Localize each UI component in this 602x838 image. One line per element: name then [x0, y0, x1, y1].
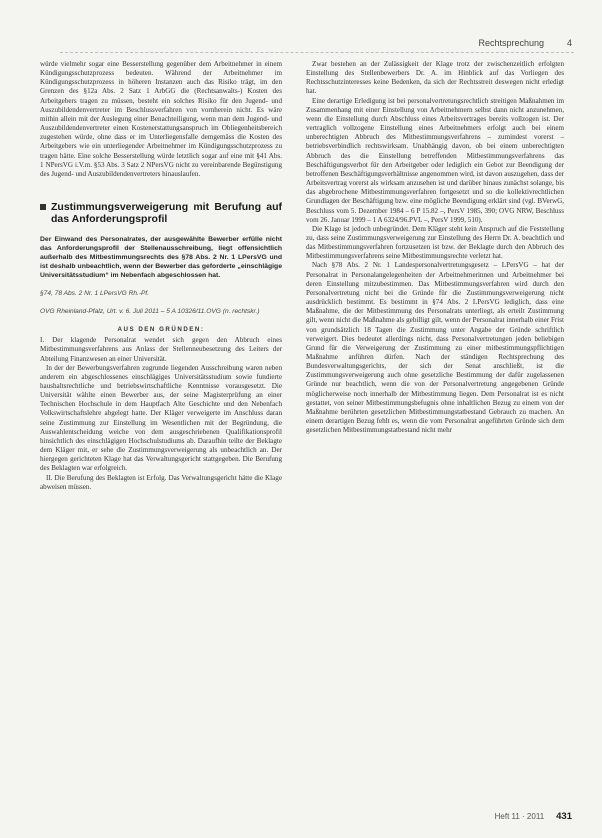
body-paragraph-1: Zwar bestehen an der Zulässigkeit der Klage trotz der zwischenzeitlich erfolgten Einstellung des Stellenbewerbers Dr. A. im Hinblick auf das Vorliegen des Rechtsschutzinteresses keine Bedenken, da sich der Rechtsstreit deswegen nicht erledigt hat. — [306, 60, 564, 96]
square-bullet-icon — [40, 204, 46, 210]
page-footer — [495, 811, 572, 822]
headnote: Der Einwand des Personalrates, der ausgewählte Bewerber erfülle nicht das Anforderungsprofil der Stellenausschreibung, liegt offensichtlich außerhalb des Mitbestimmungsrechts des §78 Abs. 2 Nr. 1 LPersVG und ist deshalb unbeachtlich, wenn der Bewerber das geforderte „einschlägige Universitätsstudium“ im Nebenfach abgeschlossen hat. — [40, 236, 282, 280]
right-column — [306, 60, 564, 435]
left-column — [40, 60, 282, 492]
reasons-paragraph-2: In der der Bewerbungsverfahren zugrunde liegenden Ausschreibung waren neben anderem ein abgeschlossenes einschlägiges Universitätsstudium sowie fundierte haushaltsrechtliche und betriebswirtschaftliche Kenntnisse vorausgesetzt. Die Universität wählte einen Bewerber aus, der seine Magisterprüfung an einer Technischen Hochschule in dem Hauptfach Alte Geschichte und den Nebenfach Volkswirtschaftslehre abgelegt hatte. Der Kläger verweigerte im Anschluss daran seine Zustimmung zur Einstellung im Wesentlichen mit der Begründung, die Auswahlentscheidung weiche von dem ausgeschriebenen Qualifikationsprofil hinsichtlich des einschlägigen Hochschulstudiums ab. Daraufhin teilte der Beklagte dem Kläger mit, er sehe die Zustimmungsverweigerung als unbeachtlich an. Der hiergegen gerichteten Klage hat das Verwaltungsgericht stattgegeben. Die Berufung des Beklagten war erfolgreich. — [40, 363, 282, 473]
issue-label: Heft 11 · 2011 — [494, 812, 545, 821]
reasons-paragraph-3: II. Die Berufung des Beklagten ist Erfolg. Das Verwaltungsgericht hätte die Klage abweisen müssen. — [40, 473, 282, 491]
header-page-num: 4 — [566, 38, 572, 48]
court-citation: OVG Rheinland-Pfalz, Urt. v. 6. Juli 2011 – 5 A 10326/11.OVG (n. rechtskr.) — [40, 308, 260, 316]
body-paragraph-2: Eine derartige Erledigung ist bei personalvertretungsrechtlich streitigen Maßnahmen im Zusammenhang mit einer Einstellung von Arbeitnehmern selbst dann nicht anzunehmen, wenn die Einstellung durch Abschluss eines Arbeitsvertrages bereits vollzogen ist. Der vertraglich vollzogene Einstellung eines Arbeitnehmers erfolgt auch bei einem unberechtigten Abbruch des Mitbestimmungsverfahrens – zumindest vorerst – betriebsverbindlich rechtswirksam. Unabhängig davon, ob bei einem unberechtigten Abbruch des die Einstellung betreffenden Mitbestimmungsverfahrens das Beschäftigungsverbot für den Arbeitgeber oder lediglich ein Gebot zur Beendigung der betroffenen Beschäftigungsverhältnisse angenommen wird, ist davon auszugehen, dass der Arbeitsvertrag vorerst als wirksam anzusehen ist und darüber hinaus zunächst solange, bis das abgebrochene Mitbestimmungsverfahren fortgesetzt und so die kollektivrechtlichen Grundlagen der Beschäftigung bzw. eine mögliche Beendigung erklärt sind (vgl. BVerwG, Beschluss vom 5. Dezember 1984 – 6 P 15.82 –, PersV 1985, 390; OVG NRW, Beschluss vom 26. Januar 1999 – 1 A 6324/96.PVL –, PersV 1999, 510). — [306, 96, 564, 224]
section-heading — [40, 201, 282, 225]
norm-citation: §74, 78 Abs. 2 Nr. 1 LPersVG Rh.-Pf. — [40, 290, 150, 298]
body-paragraph-3: Die Klage ist jedoch unbegründet. Dem Kläger steht kein Anspruch auf die Feststellung zu, dass seine Zustimmungsverweigerung zur Einstellung des Herrn Dr. A. beachtlich und das Mitbestimmungsverfahren fortzusetzen ist bzw. der Beklagte durch den Abbruch des Mitbestimmungsverfahrens seine Mitbestimmungsrechte verletzt hat. — [306, 224, 564, 261]
body-paragraph-4: Nach §78 Abs. 2 Nr. 1 Landespersonalvertretungsgesetz – LPersVG – hat der Personalrat in Personalangelegenheiten der Arbeitnehmerinnen und Arbeitnehmer bei deren Einstellung mitzubestimmen. Das Mitbestimmungsverfahren wird durch den Personalvertretung nicht bei die Gründe für die Zustimmungsverweigerung nicht ausdrücklich bestimmt. Es bestimmt in §74 Abs. 2 LPersVG lediglich, dass eine Maßnahme, die der Mitbestimmung des Personalrats unterliegt, als erteilt Zustimmung gilt, wenn nicht die Maßnahme als gebilligt gilt, wenn der Personalrat innerhalb einer Frist von grundsätzlich 18 Tagen die Zustimmung unter Angabe der Gründe schriftlich verweigert. Dies bedeutet allerdings nicht, dass Personalvertretungen jeden beliebigen Grund für die Verweigerung der Zustimmung zu einer mitbestimmungspflichtigen Maßnahme anführen dürfen. Nach der ständigen Rechtsprechung des Bundesverwaltungsgerichts, der sich der Senat anschließt, ist die Zustimmungsverweigerung auch ohne gesetzliche Bestimmung der dafür zugelassenen Gründe nur beachtlich, wenn die von der Personalvertretung angegebenen Gründe möglicherweise noch innerhalb der Mitbestimmung liegen. Dem Personalrat ist es nicht gestattet, von seiner Mitbestimmungsbefugnis ohne inhaltlichen Bezug zu einem von der Maßnahme berührten gesetzlichen Mitbestimmungstatbestand Gebrauch zu machen. An einem derartigen Bezug fehlt es, wenn die vom Personalrat angeführten Gründe sich dem gesetzlichen Mitbestimmungstatbestand nicht mehr — [306, 261, 564, 435]
reasons-paragraph-1: I. Der klagende Personalrat wendet sich gegen den Abbruch eines Mitbestimmungsverfahrens aus Anlass der Stellenneubesetzung des Leiters der Abteilung Finanzwesen an einer Universität. — [40, 336, 282, 363]
reasons-heading: AUS DEN GRÜNDEN: — [117, 326, 205, 334]
header-title: Rechtsprechung — [478, 38, 544, 48]
running-header — [60, 38, 574, 53]
intro-paragraph: würde vielmehr sogar eine Besserstellung gegenüber dem Arbeitnehmer in einem Kündigungsschutzprozess bedeuten. Während der Arbeitnehmer im Kündigungsschutzprozess in höheren Instanzen auch das Risiko trägt, im den Grenzen des §12a Abs. 2 Satz 1 ArbGG die (Rechtsanwalts-) Kosten des Arbeitgebers tragen zu müssen, besteht ein solches Risiko für den Jugend- und Auszubildendenvertreter im Beschlussverfahren von vornherein nicht. Es wäre mithin allein mit der Auslegung einer Benachteiligung, wenn man dem Jugend- und Auszubildendenvertreter einen Kostenerstattungsanspruch im Obliegenheitsbereich zugestehen würde, ohne dass er im Unterliegensfalle demgemäss die Kosten des Arbeitgebers wie ein unterliegender Arbeitnehmer im Kündigungsschutzprozess zu tragen hätte. Eine solche Besserstellung würde letztlich sogar auf eine mit §41 Abs. 1 NPersVG i.V.m. §53 Abs. 3 Satz 2 NPersVG nicht zu vereinbarende Begünstigung des Jugend- und Auszubildendenvertreters hinauslaufen. — [40, 60, 282, 178]
section-title: Zustimmungsverweigerung mit Berufung auf das Anforderungsprofil — [51, 201, 282, 226]
page-number: 431 — [556, 811, 572, 822]
